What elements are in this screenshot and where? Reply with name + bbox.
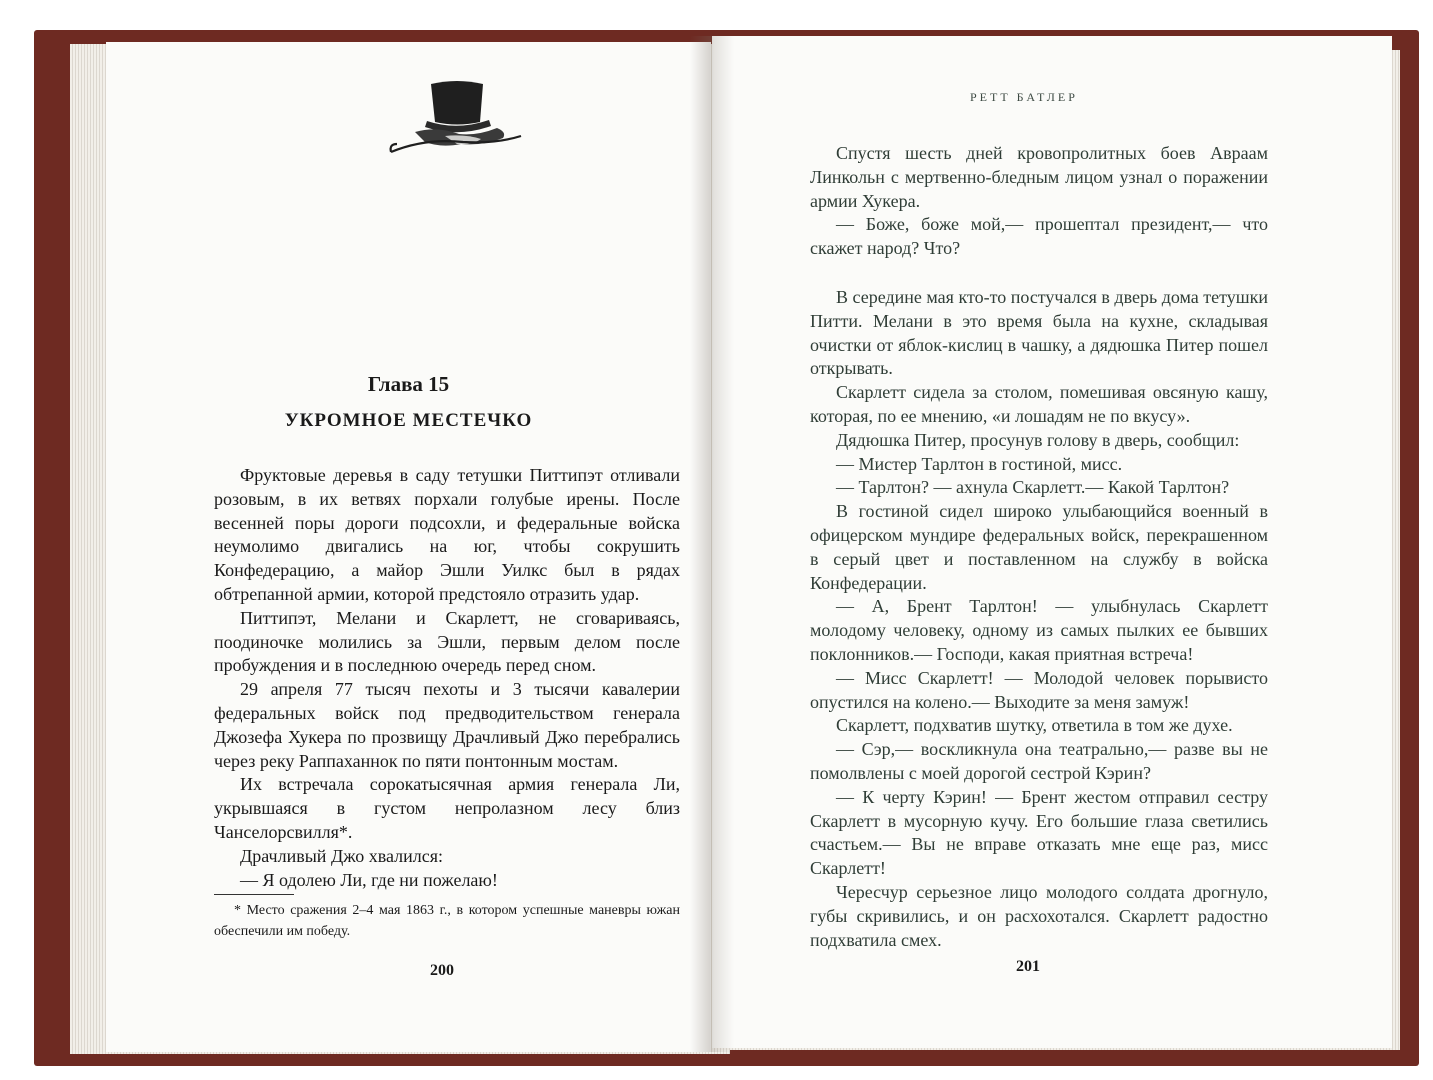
paragraph: Скарлетт сидела за столом, помешивая овсяную кашу, которая, по ее мнению, «и лошадям не по вкусу». xyxy=(810,382,1268,426)
paragraph: — А, Брент Тарлтон! — улыбнулась Скарлетт молодому человеку, одному из самых пылких ее бывших поклонников.— Господи, какая приятная встреча! xyxy=(810,596,1268,664)
paragraph: В гостиной сидел широко улыбающийся военный в офицерском мундире федеральных войск, перекрашенном в серый цвет и поставленном на службу в войска Конфедерации. xyxy=(810,501,1268,593)
paragraph: 29 апреля 77 тысяч пехоты и 3 тысячи кавалерии федеральных войск под предводительством генерала Джозефа Хукера по прозвищу Драчливый Джо перебрались через реку Раппаханнок по пяти понтонным мостам. xyxy=(214,679,680,771)
paragraph: — Сэр,— воскликнула она театрально,— разве вы не помолвлены с моей дорогой сестрой Кэрин? xyxy=(810,739,1268,783)
right-page-body xyxy=(810,142,1268,952)
paragraph: — Я одолею Ли, где ни пожелаю! xyxy=(240,869,498,890)
paragraph: В середине мая кто-то постучался в дверь дома тетушки Питти. Мелани в это время была на кухне, складывая очистки от яблок-кислиц в чашку, а дядюшка Питер пошел открывать. xyxy=(810,286,1268,379)
book-gutter xyxy=(690,36,734,1052)
paragraph: Драчливый Джо хвалился: xyxy=(240,845,443,866)
paragraph: Их встречала сорокатысячная армия генерала Ли, укрывшаяся в густом непролазном лесу близ Чанселорсвилля*. xyxy=(214,774,680,842)
page-number-right: 201 xyxy=(1016,958,1040,975)
page-number-left: 200 xyxy=(430,962,454,979)
paragraph: Скарлетт, подхватив шутку, ответила в том же духе. xyxy=(836,715,1233,736)
paragraph: Фруктовые деревья в саду тетушки Питтипэт отливали розовым, в их ветвях порхали голубые ирены. После весенней поры дороги подсохли, и федеральные войска неумолимо двигались на юг, чтобы сокрушить Конфедерацию, а майор Эшли Уилкс был в рядах обтрепанной армии, которой предстояло отразить удар. xyxy=(214,465,680,604)
paragraph: — Тарлтон? — ахнула Скарлетт.— Какой Тарлтон? xyxy=(836,477,1230,498)
running-head: РЕТТ БАТЛЕР xyxy=(970,90,1078,104)
left-page-body xyxy=(214,464,680,892)
top-hat-gloves-cane-icon xyxy=(385,76,525,160)
paragraph: — Боже, боже мой,— прошептал президент,— что скажет народ? Что? xyxy=(810,214,1268,259)
chapter-title: УКРОМНОЕ МЕСТЕЧКО xyxy=(284,410,533,431)
paragraph: — Мисс Скарлетт! — Молодой человек порывисто опустился на колено.— Выходите за меня замуж! xyxy=(810,667,1268,712)
footnote-rule xyxy=(214,894,294,895)
paragraph: Спустя шесть дней кровопролитных боев Авраам Линкольн с мертвенно-бледным лицом узнал о поражении армии Хукера. xyxy=(810,143,1268,211)
chapter-number: Глава 15 xyxy=(367,372,450,396)
paragraph: Дядюшка Питер, просунув голову в дверь, сообщил: xyxy=(836,429,1240,450)
paragraph: — Мистер Тарлтон в гостиной, мисс. xyxy=(836,453,1123,474)
paragraph: Чересчур серьезное лицо молодого солдата дрогнуло, губы скривились, и он расхохотался. Скарлетт радостно подхватила смех. xyxy=(810,881,1268,950)
footnote: * Место сражения 2–4 мая 1863 г., в котором успешные маневры южан обеспечили им победу. xyxy=(214,903,680,939)
paragraph: Питтипэт, Мелани и Скарлетт, не сговариваясь, поодиночке молились за Эшли, первым делом после пробуждения и в последнюю очередь перед сном. xyxy=(214,607,680,676)
paragraph: — К черту Кэрин! — Брент жестом отправил сестру Скарлетт в мусорную кучу. Его большие глаза светились счастьем.— Вы не вправе отказать мне еще раз, мисс Скарлетт! xyxy=(810,786,1268,879)
